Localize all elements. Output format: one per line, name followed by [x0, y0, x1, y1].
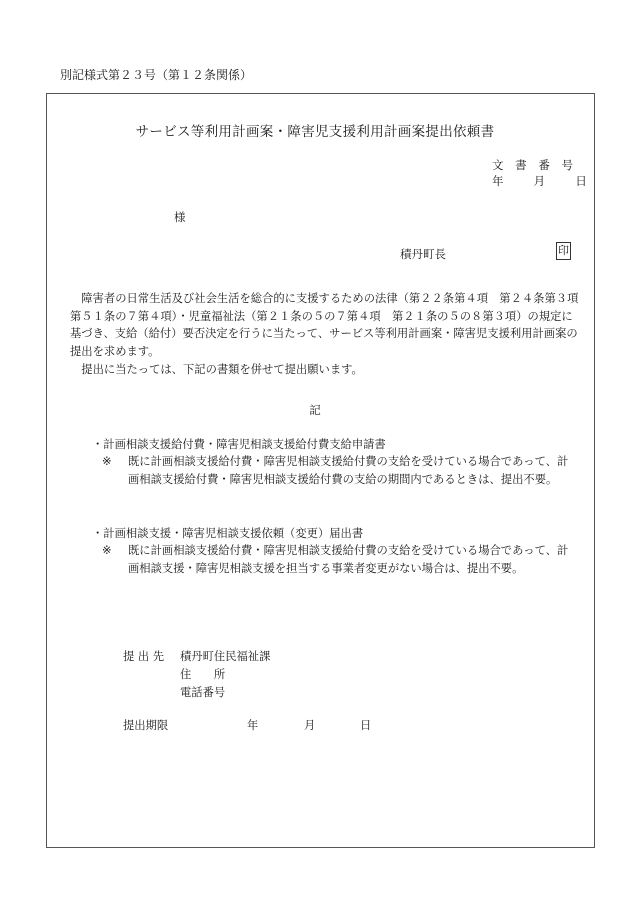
item-note-2	[102, 542, 582, 577]
note-line: 画相談支援・障害児相談支援を担当する事業者変更がない場合は、提出不要。	[128, 561, 524, 575]
issuer-name: 積丹町長	[400, 247, 446, 261]
doc-number-char: 文	[492, 158, 504, 172]
item-title-1: ・計画相談支援給付費・障害児相談支援給付費支給申請書	[92, 438, 386, 451]
deadline-month: 月	[304, 719, 316, 732]
address-label: 住 所	[180, 668, 226, 681]
deadline-year: 年	[247, 719, 259, 732]
note-line: 画相談支援給付費・障害児相談支援給付費の支給の期間内であるときは、提出不要。	[128, 472, 558, 486]
note-line: 既に計画相談支援給付費・障害児相談支援給付費の支給を受けている場合であって、計	[128, 455, 569, 468]
submission-office: 積丹町住民福祉課	[180, 650, 271, 663]
issue-date	[492, 173, 587, 189]
date-month: 月	[533, 174, 546, 188]
addressee-suffix: 様	[174, 210, 186, 224]
deadline-label: 提出期限	[123, 719, 169, 732]
ki-heading: 記	[309, 403, 321, 417]
doc-number-char: 番	[538, 158, 550, 172]
body-text	[70, 290, 582, 379]
body-paragraph-1: 障害者の日常生活及び社会生活を総合的に支援するための法律（第２２条第４項 第２４条第３項第５１条の７第４項）・児童福祉法（第２１条の５の７第４項 第２１条の５の８第３項）の規定に基づき、支給（給付）要否決定を行うに当たって、サービス等利用計画案・障害児支援利用計画案の提出を求めます。	[70, 292, 579, 359]
note-mark: ※	[102, 544, 112, 557]
note-mark: ※	[102, 455, 112, 468]
note-line: 既に計画相談支援給付費・障害児相談支援給付費の支給を受けている場合であって、計	[128, 544, 569, 557]
document-number-label	[492, 157, 573, 173]
doc-number-char: 号	[561, 158, 573, 172]
doc-number-char: 書	[515, 158, 527, 172]
body-paragraph-2: 提出に当たっては、下記の書類を併せて提出願います。	[81, 362, 363, 376]
date-year: 年	[492, 174, 504, 188]
phone-label: 電話番号	[180, 686, 226, 699]
item-note-1	[102, 453, 582, 488]
date-day: 日	[575, 174, 587, 188]
item-title-2: ・計画相談支援・障害児相談支援依頼（変更）届出書	[92, 527, 364, 540]
deadline-day: 日	[360, 719, 372, 732]
seal-mark: 印	[556, 242, 571, 260]
document-title: サービス等利用計画案・障害児支援利用計画案提出依頼書	[135, 124, 495, 140]
submission-label: 提 出 先	[123, 650, 165, 663]
form-reference: 別記様式第２３号（第１２条関係）	[60, 68, 253, 82]
